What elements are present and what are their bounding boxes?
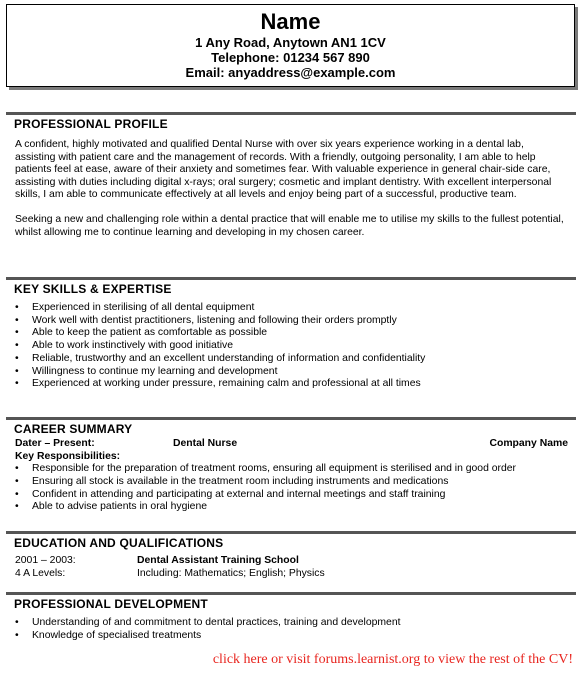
- bullet-icon: •: [15, 340, 19, 352]
- bullet-icon: •: [15, 501, 19, 513]
- list-item: • Able to work instinctively with good initiative: [15, 340, 233, 352]
- section-professional-development: [6, 592, 576, 642]
- company-name: Company Name: [489, 438, 568, 449]
- bullet-icon: •: [15, 629, 19, 641]
- section-title: PROFESSIONAL PROFILE: [6, 112, 576, 131]
- school-name: Dental Assistant Training School: [137, 555, 299, 566]
- profile-paragraph: Seeking a new and challenging role within a dental practice that will enable me to utilise my skills to the fullest potential, whilst allowing me to continue learning and developing in my chosen career.: [15, 213, 564, 238]
- list-item: • Confident in attending and participating at external and internal meetings and staff training: [15, 488, 446, 500]
- list-item: • Able to advise patients in oral hygiene: [15, 501, 208, 513]
- education-row: [6, 555, 576, 568]
- section-title: CAREER SUMMARY: [6, 417, 576, 436]
- list-item: • Willingness to continue my learning and development: [15, 365, 278, 377]
- skills-list: [6, 302, 576, 391]
- levels-label: 4 A Levels:: [15, 567, 66, 579]
- responsibilities-label: Key Responsibilities:: [15, 450, 121, 462]
- list-item: • Reliable, trustworthy and an excellent understanding of information and confidentiality: [15, 352, 426, 364]
- section-title: EDUCATION AND QUALIFICATIONS: [6, 531, 576, 550]
- bullet-icon: •: [15, 314, 19, 326]
- list-item: • Responsible for the preparation of treatment rooms, ensuring all equipment is sterilised and in good order: [15, 463, 517, 475]
- bullet-icon: •: [15, 352, 19, 364]
- section-professional-profile: [6, 112, 576, 239]
- bullet-icon: •: [15, 365, 19, 377]
- education-dates: 2001 – 2003:: [15, 555, 76, 566]
- section-key-skills: [6, 277, 576, 391]
- list-item: • Able to keep the patient as comfortable as possible: [15, 327, 268, 339]
- bullet-icon: •: [15, 463, 19, 475]
- profile-paragraph: A confident, highly motivated and qualified Dental Nurse with over six years experience working in a dental lab, assisting with patient care and the management of records. With a friendly, outgoing personality, I am able to help patients feel at ease, aware of their anxiety and sometimes fear. With valuable experience in general chair-side care, assisting with duties including digital x-rays; oral surgery; cosmetic and implant dentistry. With excellent interpersonal skills, I am able to communicate effectively at all levels and enjoy being part of a successful, productive team.: [15, 139, 552, 201]
- cv-header: [6, 4, 575, 87]
- bullet-icon: •: [15, 488, 19, 500]
- bullet-icon: •: [15, 327, 19, 339]
- job-role: Dental Nurse: [173, 438, 238, 449]
- list-item: • Experienced in sterilising of all dental equipment: [15, 302, 255, 313]
- responsibilities-list: [6, 463, 576, 514]
- list-item: • Understanding of and commitment to dental practices, training and development: [15, 617, 401, 628]
- view-full-cv-link[interactable]: click here or visit forums.learnist.org to view the rest of the CV!: [212, 652, 573, 667]
- section-title: PROFESSIONAL DEVELOPMENT: [6, 592, 576, 611]
- job-row: [6, 438, 576, 451]
- section-career-summary: [6, 417, 576, 514]
- bullet-icon: •: [15, 302, 19, 313]
- job-dates: Dater – Present:: [15, 438, 95, 449]
- bullet-icon: •: [15, 378, 19, 390]
- bullet-icon: •: [15, 476, 19, 488]
- list-item: • Experienced at working under pressure, remaining calm and professional at all times: [15, 378, 421, 390]
- candidate-name: Name: [260, 9, 321, 34]
- list-item: • Work well with dentist practitioners, listening and following their orders promptly: [15, 314, 397, 326]
- section-title: KEY SKILLS & EXPERTISE: [6, 277, 576, 296]
- development-list: [6, 617, 576, 642]
- bullet-icon: •: [15, 617, 19, 628]
- list-item: • Knowledge of specialised treatments: [15, 629, 202, 641]
- email: Email: anyaddress@example.com: [185, 65, 396, 80]
- levels-subjects: Including: Mathematics; English; Physics: [137, 567, 325, 579]
- address: 1 Any Road, Anytown AN1 1CV: [195, 35, 386, 50]
- section-education: [6, 531, 576, 580]
- list-item: • Ensuring all stock is available in the treatment room including instruments and medications: [15, 476, 449, 488]
- levels-row: [6, 568, 576, 581]
- telephone: Telephone: 01234 567 890: [211, 50, 370, 65]
